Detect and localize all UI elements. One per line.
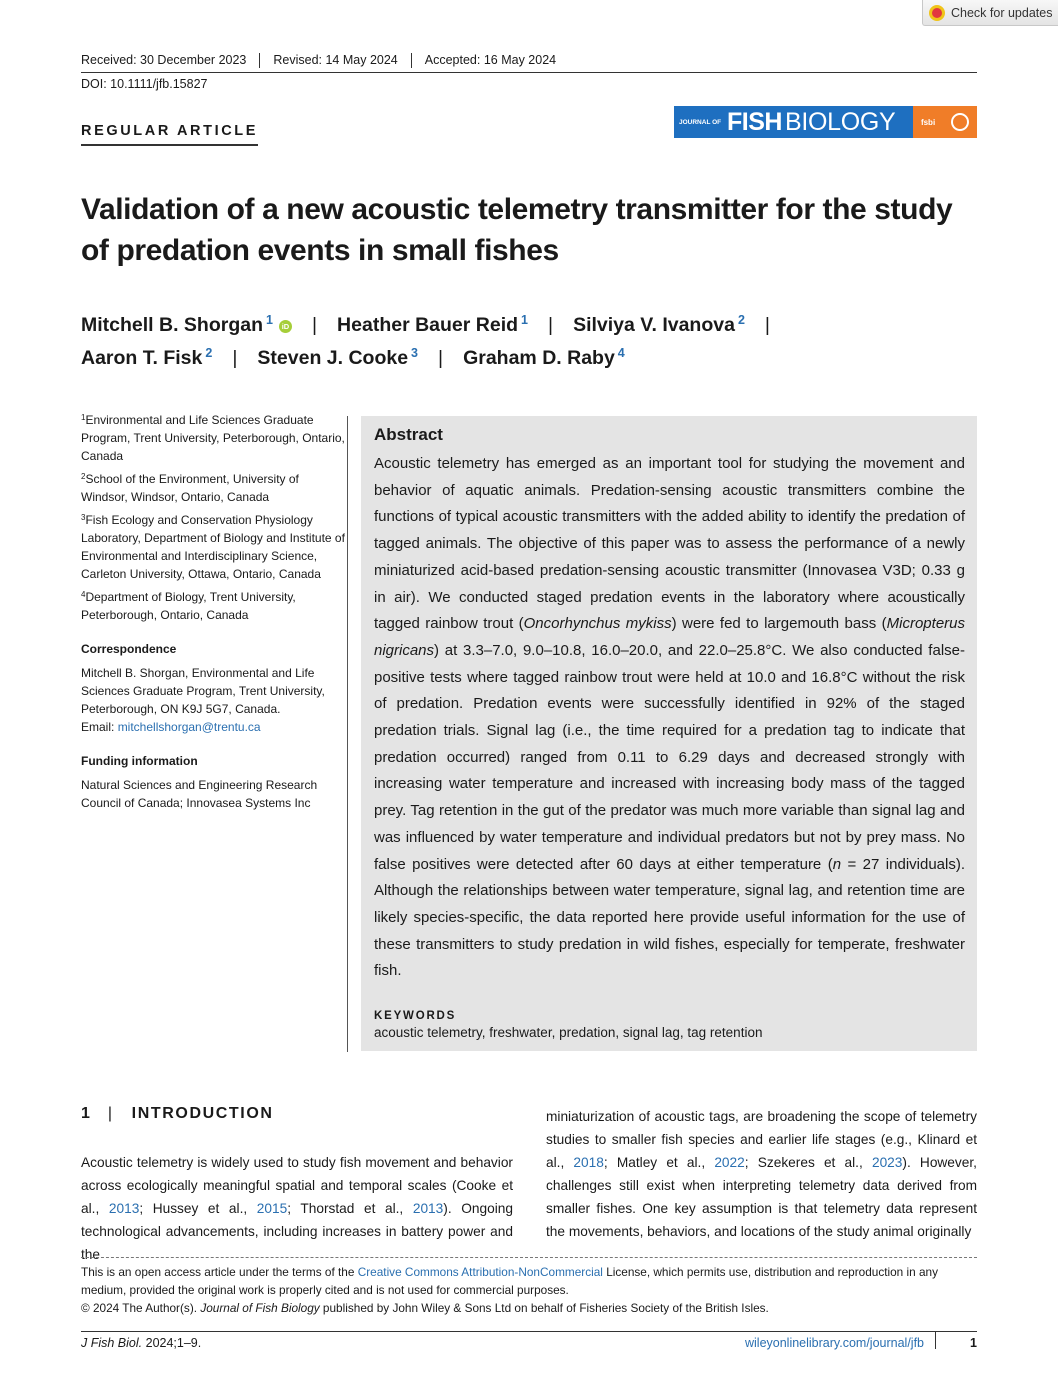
footer-divider [81, 1331, 977, 1332]
correspondence-text [81, 664, 346, 736]
journal-logo-of: JOURNAL OF [679, 118, 722, 126]
affiliation-text: Department of Biology, Trent University, Peterborough, Ontario, Canada [81, 590, 296, 622]
affiliation-text: Environmental and Life Sciences Graduate Program, Trent University, Peterborough, Ontario, Canada [81, 413, 345, 463]
citation-link[interactable]: 2013 [412, 1201, 444, 1216]
article-type: REGULAR ARTICLE [81, 123, 258, 146]
doi: DOI: 10.1111/jfb.15827 [81, 77, 208, 91]
revised-date: Revised: 14 May 2024 [259, 53, 410, 68]
author-list [81, 309, 981, 375]
author-name: Mitchell B. Shorgan [81, 314, 264, 336]
author-separator: | [547, 314, 554, 336]
abstract-box [361, 416, 977, 1051]
license-notice [81, 1263, 977, 1317]
author-5[interactable] [257, 347, 418, 369]
author-6[interactable] [463, 347, 625, 369]
text-segment: miniaturization of acoustic tags, are broadening the scope of telemetry studies to smaller fish species and earlier life stages (e.g., Klinard et al., [546, 1109, 977, 1170]
society-logo-text: fsbi [920, 117, 936, 127]
abstract-segment: ) at 3.3–7.0, 9.0–10.8, 16.0–20.0, and 22.0–25.8°C. We also conducted false-positive tests where tagged rainbow trout were held at 10.0 and 16.8°C without the risk of predation. Predation events were successfully identified in 92% of the staged predation trials. Signal lag (i.e., the time required for a predation tag to indicate that predation occurred) ranged from 0.11 to 6.29 days and decreased strongly with increasing water temperature and increased with increasing body mass of the tagged prey. Tag retention in the gut of the predator was much more variable than signal lag and was influenced by water temperature and individual predators but not by prey mass. No false positives were detected after 60 days at either temperature ( [374, 641, 965, 873]
author-separator: | [764, 314, 770, 336]
copyright-text: published by John Wiley & Sons Ltd on behalf of Fisheries Society of the British Isles. [319, 1301, 769, 1315]
crossmark-icon [929, 5, 945, 21]
author-name: Graham D. Raby [463, 347, 615, 369]
funding-text: Natural Sciences and Engineering Research Council of Canada; Innovasea Systems Inc [81, 778, 318, 810]
intro-paragraph-left [81, 1151, 513, 1266]
citation-link[interactable]: 2015 [256, 1201, 288, 1216]
author-name: Aaron T. Fisk [81, 347, 203, 369]
accepted-date: Accepted: 16 May 2024 [411, 53, 569, 68]
affiliation-2 [81, 470, 346, 506]
section-number: 1 [81, 1105, 90, 1122]
text-segment: Acoustic telemetry is widely used to study fish movement and behavior across ecologically meaningful spatial and temporal scales (Cooke et al., [81, 1155, 513, 1216]
correspondence-heading: Correspondence [81, 642, 177, 656]
keywords-list: acoustic telemetry, freshwater, predation, signal lag, tag retention [374, 1025, 763, 1041]
text-segment: ). Ongoing technological advancements, including increases in battery power and the [81, 1201, 513, 1262]
text-segment: ). However, challenges still exist when interpreting telemetry data derived from smaller fishes. One key assumption is that telemetry data represent the movements, behaviors, and locations of the study animal originally [546, 1155, 977, 1239]
text-segment: ; Matley et al., [603, 1155, 715, 1170]
received-date: Received: 30 December 2023 [81, 53, 247, 67]
affiliation-number: 1 [81, 413, 86, 422]
section-title: INTRODUCTION [131, 1105, 274, 1122]
affil-marker[interactable]: 3 [411, 346, 418, 360]
correspondence-address: Mitchell B. Shorgan, Environmental and Life Sciences Graduate Program, Trent University, Peterborough, ON K9J 5G7, Canada. [81, 666, 325, 716]
footer-separator [935, 1331, 936, 1349]
affil-marker[interactable]: 2 [737, 313, 745, 327]
abstract-segment: Acoustic telemetry has emerged as an important tool for studying the movement and behavior of aquatic animals. Predation-sensing acoustic transmitters combine the functions of typical acoustic transmitters with the added ability to identify the predation of tagged animals. The objective of this paper was to assess the performance of a newly miniaturized acid-based predation-sensing acoustic transmitter (Innovasea V3D; 0.33 g in air). We conducted staged predation events in the laboratory where acoustically tagged rainbow trout ( [374, 455, 965, 633]
email-label: Email: [81, 720, 118, 734]
funding-heading: Funding information [81, 754, 198, 768]
text-segment: ; Thorstad et al., [287, 1201, 413, 1216]
author-name: Steven J. Cooke [257, 347, 409, 369]
footer-journal-abbrev: J Fish Biol. [81, 1336, 143, 1350]
author-1[interactable] [81, 314, 292, 336]
affil-marker[interactable]: 1 [521, 313, 528, 327]
citation-link[interactable]: 2013 [108, 1201, 140, 1216]
society-emblem-icon [951, 113, 969, 131]
author-2[interactable] [337, 314, 528, 336]
sample-size-variable: n [832, 855, 842, 873]
license-text: This is an open access article under the terms of the [81, 1265, 358, 1279]
article-sidebar [81, 411, 346, 812]
citation-link[interactable]: 2018 [573, 1155, 604, 1170]
affiliation-number: 4 [81, 590, 86, 599]
footnote-divider [81, 1257, 977, 1258]
article-title: Validation of a new acoustic telemetry transmitter for the study of predation events in small fishes [81, 193, 953, 267]
society-logo [913, 106, 977, 138]
page-number: 1 [970, 1336, 977, 1350]
abstract-segment: ) were fed to largemouth bass ( [671, 615, 887, 633]
author-separator: | [438, 347, 444, 369]
text-segment: ; Szekeres et al., [744, 1155, 872, 1170]
abstract-heading: Abstract [374, 425, 443, 444]
footer-citation [81, 1336, 201, 1350]
species-name: Oncorhynchus mykiss [523, 615, 672, 633]
check-for-updates-label: Check for updates [951, 5, 1053, 20]
affiliation-number: 3 [81, 513, 86, 522]
header-divider [81, 72, 977, 73]
copyright-text: © 2024 The Author(s). [81, 1301, 201, 1315]
orcid-icon[interactable]: iD [279, 320, 292, 333]
affil-marker[interactable]: 1 [266, 313, 273, 327]
affiliation-3 [81, 511, 346, 583]
author-3[interactable] [573, 314, 745, 336]
species-name: Micropterus nigricans [374, 615, 965, 659]
affil-marker[interactable]: 4 [617, 346, 625, 360]
journal-logo-biology: BIOLOGY [784, 107, 896, 136]
keywords-heading: KEYWORDS [374, 1010, 457, 1023]
journal-url-link[interactable]: wileyonlinelibrary.com/journal/jfb [744, 1336, 924, 1350]
article-dates [81, 53, 977, 68]
author-separator: | [311, 314, 318, 336]
journal-name: Journal of Fish Biology [200, 1301, 320, 1315]
affiliation-4 [81, 588, 346, 624]
correspondence-email-link[interactable]: mitchellshorgan@trentu.ca [117, 720, 261, 734]
section-separator: | [107, 1105, 114, 1122]
affiliation-1 [81, 411, 346, 465]
author-4[interactable] [81, 347, 212, 369]
author-name: Heather Bauer Reid [337, 314, 519, 336]
column-divider [347, 416, 348, 1052]
citation-link[interactable]: 2022 [714, 1155, 745, 1170]
affiliation-text: Fish Ecology and Conservation Physiology Laboratory, Department of Biology and Institute of Environmental and Interdisciplinary Science, Carleton University, Ottawa, Ontario, Canada [81, 513, 345, 581]
footer-volume: 2024;1–9. [142, 1336, 202, 1350]
license-text: License, which permits use, distribution and reproduction in any medium, provided the original work is properly cited and is not used for commercial purposes. [81, 1265, 939, 1297]
abstract-text [374, 451, 965, 985]
affil-marker[interactable]: 2 [205, 346, 213, 360]
license-link[interactable]: Creative Commons Attribution-NonCommercial [357, 1265, 603, 1279]
section-heading-introduction [81, 1105, 274, 1123]
journal-logo-fish: FISH [727, 107, 782, 136]
citation-link[interactable]: 2023 [871, 1155, 903, 1170]
affiliation-text: School of the Environment, University of Windsor, Windsor, Ontario, Canada [81, 472, 299, 504]
text-segment: ; Hussey et al., [139, 1201, 257, 1216]
intro-paragraph-right [546, 1105, 977, 1243]
check-for-updates-button[interactable] [922, 0, 1058, 26]
affiliation-number: 2 [81, 472, 86, 481]
author-name: Silviya V. Ivanova [573, 314, 735, 336]
author-separator: | [232, 347, 238, 369]
journal-logo[interactable] [674, 106, 977, 138]
abstract-segment: = 27 individuals). Although the relationships between water temperature, signal lag, and retention time are likely species-specific, the data reported here provide useful information for the use of these transmitters to study predation in wild fishes, especially for temperate, freshwater fish. [374, 855, 966, 980]
